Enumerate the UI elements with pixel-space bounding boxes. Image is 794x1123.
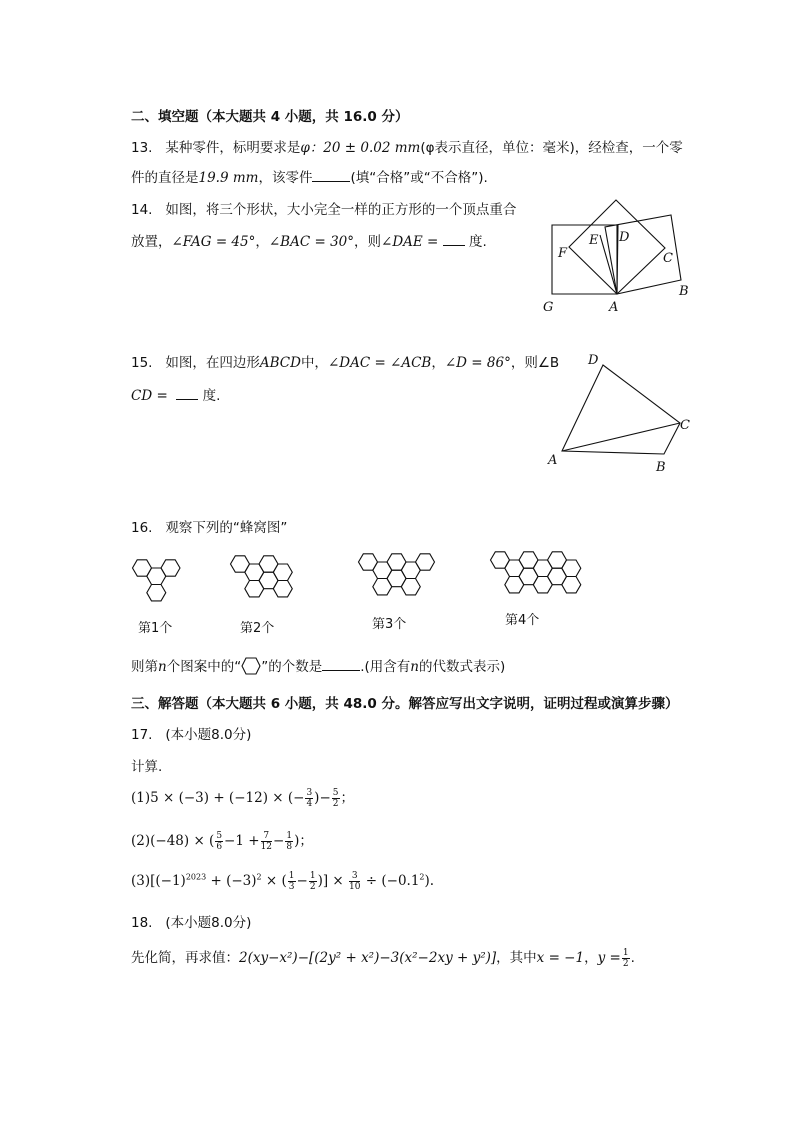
q13-answer-blank[interactable] <box>312 169 350 182</box>
q15-cond1: ∠DAC = ∠ACB <box>327 355 432 371</box>
honeycomb-4-cell <box>562 560 581 577</box>
q14-line1 <box>131 198 516 218</box>
q17-part3 <box>131 871 434 892</box>
q13-line2 <box>131 166 488 186</box>
q14-label-f: F <box>558 246 568 261</box>
q14-figure <box>535 195 715 320</box>
q18-end: . <box>630 950 635 966</box>
q14-answer-blank[interactable] <box>443 233 465 246</box>
q18-header <box>131 911 251 931</box>
q13-text-a: 某种零件，标明要求是 <box>165 140 301 156</box>
q14-angle-dae: ∠DAE = <box>381 234 439 250</box>
q13-text-d: ，该零件 <box>258 170 313 186</box>
q18-cond-x: x = −1 <box>536 950 585 966</box>
q16-ask-d: .(用含有 <box>360 659 411 675</box>
q17-p1-fraction-2: $\frac{5}{2}$ <box>332 788 339 809</box>
q18-fraction-y: $\frac{1}{2}$ <box>622 947 629 969</box>
q14-label-g: G <box>543 300 554 315</box>
section2-heading: 二、填空题（本大题共 4 小题，共 16.0 分） <box>131 109 409 125</box>
q17-p3-fraction-3: $\frac{3}{10}$ <box>349 871 361 892</box>
section3-heading: 三、解答题（本大题共 6 小题，共 48.0 分。解答应写出文字说明，证明过程或演算步骤） <box>131 696 679 712</box>
q15-label-d: D <box>588 353 599 368</box>
q13-text-b: (φ表示直径，单位：毫米)，经检查，一个零 <box>420 140 683 156</box>
hexagon-icon <box>241 657 261 675</box>
q15-text-b: 中， <box>300 355 328 371</box>
honeycomb-3-cell <box>401 579 420 595</box>
q18-sep: ， <box>584 950 598 966</box>
q17-p1-text-b: )− <box>314 790 331 806</box>
q15-line1 <box>131 351 559 371</box>
q16-ask-f: 的代数式表示) <box>418 659 506 675</box>
q14-label-e: E <box>589 233 599 248</box>
q14-sep: ， <box>255 234 269 250</box>
q16-question <box>131 655 505 675</box>
q16-caption-1: 第1个 <box>138 621 173 636</box>
q15-sep: ， <box>431 355 445 371</box>
q17-p3-exp-2: 2 <box>256 872 262 882</box>
q15-label-a: A <box>548 453 558 468</box>
q13-measured: 19.9 mm <box>198 170 259 186</box>
q15-text-a: 如图，在四边形 <box>165 355 260 371</box>
q16-ask-b: 个图案中的“ <box>166 659 242 675</box>
q16-answer-blank[interactable] <box>322 658 360 671</box>
q14-unit: 度. <box>468 234 487 250</box>
q14-label-b: B <box>679 284 689 299</box>
q18-body <box>131 946 635 969</box>
q14-angle-fag: ∠FAG = 45° <box>171 234 256 250</box>
q15-quadrilateral <box>562 365 680 454</box>
honeycomb-3-cell <box>416 554 435 570</box>
q15-figure <box>540 350 700 480</box>
q13-text-e: (填“合格”或“不合格”). <box>350 170 488 186</box>
q16-number: 16. <box>131 520 153 536</box>
q15-label-b: B <box>656 460 666 475</box>
q17-p2-fraction-1: $\frac{5}{6}$ <box>216 831 223 852</box>
q18-number: 18. <box>131 915 153 931</box>
q17-p1-end: ； <box>340 790 354 806</box>
q18-text-a: 先化简，再求值： <box>131 950 239 966</box>
q17-p2-text-a: (2)(−48) × ( <box>131 833 215 849</box>
q17-p3-text-c: × ( <box>261 873 287 889</box>
q16-ask-n: n <box>158 659 167 675</box>
q16-ask-a: 则第 <box>131 659 158 675</box>
q17-p3-text-f: ÷ (−0.1 <box>365 873 420 889</box>
q14-line2 <box>131 230 487 250</box>
q18-expression: 2(xy−x²)−[(2y² + x²)−3(x²−2xy + y²)] <box>239 950 497 966</box>
honeycomb-2-cell <box>273 564 292 581</box>
q15-text-c: ，则∠B <box>510 355 560 371</box>
q16-caption-3: 第3个 <box>372 617 407 632</box>
q17-p3-exp-1: 2023 <box>185 872 207 882</box>
q15-unit: 度. <box>202 388 221 404</box>
q17-p2-fraction-3: $\frac{1}{8}$ <box>286 831 293 852</box>
q17-p1-fraction-1: $\frac{3}{4}$ <box>306 788 313 809</box>
q16-ask-c: ”的个数是 <box>261 659 323 675</box>
q17-p3-text-b: + (−3) <box>206 873 257 889</box>
q16-caption-4: 第4个 <box>505 613 540 628</box>
q15-quad: ABCD <box>259 355 301 371</box>
q17-p3-fraction-2: $\frac{1}{2}$ <box>309 871 316 892</box>
q17-p1-text-a: (1)5 × (−3) + (−12) × (− <box>131 790 305 806</box>
q14-label-d: D <box>619 230 630 245</box>
q17-p3-text-a: (3)[(−1) <box>131 873 186 889</box>
q16-line1 <box>131 516 287 536</box>
q13-line1 <box>131 136 683 156</box>
q17-score: (本小题8.0分) <box>165 727 252 743</box>
q17-number: 17. <box>131 727 153 743</box>
q17-instruction: 计算. <box>131 759 163 775</box>
q17-part1 <box>131 786 354 809</box>
q14-text-b: 放置， <box>131 234 172 250</box>
q17-header <box>131 723 251 743</box>
q15-target: CD = <box>131 388 168 404</box>
q14-angle-bac: ∠BAC = 30° <box>268 234 355 250</box>
q17-p3-text-e: )] × <box>317 873 344 889</box>
q17-p3-exp-3: 2 <box>419 872 425 882</box>
q17-p2-end: )； <box>294 833 313 849</box>
q15-cond2: ∠D = 86° <box>444 355 511 371</box>
q15-label-c: C <box>680 418 690 433</box>
q14-number: 14. <box>131 202 153 218</box>
honeycomb-1-cell <box>161 560 180 576</box>
q13-spec: φ：20 ± 0.02 mm <box>300 140 421 156</box>
q14-text-c: ，则 <box>354 234 382 250</box>
q17-p3-end: ). <box>424 873 435 889</box>
q13-text-c: 件的直径是 <box>131 170 199 186</box>
q16-ask-e: n <box>410 659 419 675</box>
honeycomb-1-cell <box>147 585 166 601</box>
q16-caption-2: 第2个 <box>240 621 275 636</box>
q13-number: 13. <box>131 140 153 156</box>
q14-label-c: C <box>663 251 673 266</box>
q17-p2-text-b: −1 + <box>224 833 260 849</box>
q15-answer-blank[interactable] <box>176 387 198 400</box>
q17-p3-fraction-1: $\frac{1}{3}$ <box>288 871 295 892</box>
q16-honeycomb-figures <box>128 548 598 608</box>
q15-number: 15. <box>131 355 153 371</box>
q18-text-b: ，其中 <box>496 950 537 966</box>
honeycomb-4-cell <box>562 577 581 593</box>
q17-p3-text-d: − <box>296 873 308 889</box>
q14-text-a: 如图，将三个形状，大小完全一样的正方形的一个顶点重合 <box>165 202 517 218</box>
q17-p2-text-c: − <box>273 833 285 849</box>
q18-score: (本小题8.0分) <box>165 915 252 931</box>
q17-p2-fraction-2: $\frac{7}{12}$ <box>260 831 273 852</box>
q17-part2 <box>131 829 313 852</box>
q15-line2 <box>131 384 220 404</box>
honeycomb-2-cell <box>273 581 292 597</box>
q14-label-a: A <box>609 300 619 315</box>
q16-intro: 观察下列的“蜂窝图” <box>165 520 288 536</box>
q18-cond-y: y = <box>597 950 621 966</box>
q15-diagonal-ac <box>562 423 680 451</box>
